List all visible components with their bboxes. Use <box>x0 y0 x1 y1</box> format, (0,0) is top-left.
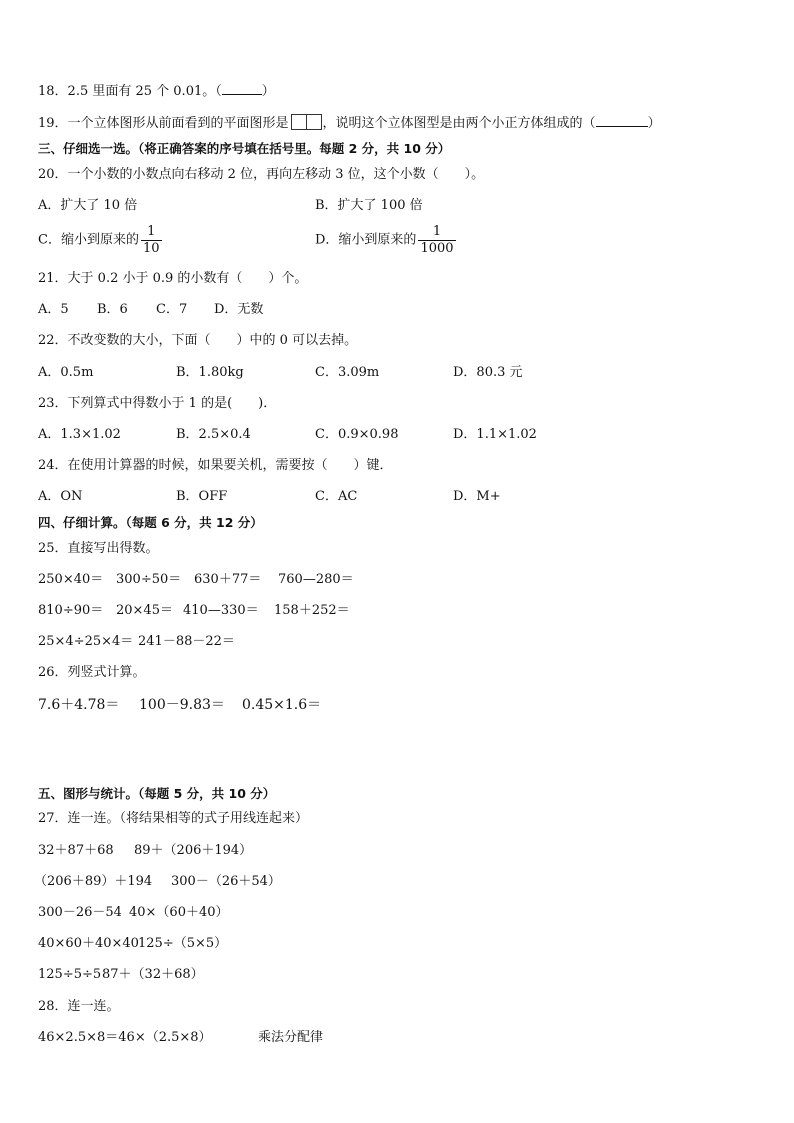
expression: 241－88－22＝ <box>138 634 235 649</box>
fraction-1-1000: $\frac{1}{1000}$ <box>420 224 454 256</box>
expression: 810÷90＝ <box>38 603 104 618</box>
q25-row-3 <box>38 633 235 651</box>
q26-items <box>38 696 321 714</box>
q27-row <box>38 842 252 860</box>
section-3-heading: 三、仔细选一选。（将正确答案的序号填在括号里。每题 2 分，共 10 分） <box>38 141 451 156</box>
q25-row-1 <box>38 571 354 589</box>
expression-left[interactable]: 125÷5÷5 <box>38 967 102 982</box>
fraction-1-10: $\frac{1}{10}$ <box>142 224 160 256</box>
q21-option-c[interactable]: C．7 <box>156 302 188 317</box>
q23-option-c[interactable]: C．0.9×0.98 <box>315 427 399 442</box>
q20-option-a[interactable]: A．扩大了 10 倍 <box>38 198 138 213</box>
q20-option-d[interactable]: D．缩小到原来的 $\frac{1}{1000}$ <box>315 224 454 256</box>
question-21-stem: 21．大于 0.2 小于 0.9 的小数有（ ）个。 <box>38 271 308 286</box>
q23-option-a[interactable]: A．1.3×1.02 <box>38 427 121 442</box>
question-26-stem: 26．列竖式计算。 <box>38 665 146 680</box>
expression-right[interactable]: 89＋（206＋194） <box>134 843 253 858</box>
question-19: 19．一个立体图形从前面看到的平面图形是 ，说明这个立体图型是由两个小正方体组成的（ ） <box>38 114 661 136</box>
expression-left[interactable]: 40×60＋40×40 <box>38 936 139 951</box>
q24-option-a[interactable]: A．ON <box>38 489 83 504</box>
q24-option-b[interactable]: B．OFF <box>176 489 228 504</box>
q27-row <box>34 873 281 891</box>
q24-option-c[interactable]: C．AC <box>315 489 358 504</box>
question-22-stem: 22．不改变数的大小，下面（ ）中的 0 可以去掉。 <box>38 333 358 348</box>
q27-row <box>38 966 204 984</box>
q27-row <box>38 904 229 922</box>
question-23-stem: 23．下列算式中得数小于 1 的是( )． <box>38 396 277 411</box>
expression: 630＋77＝ <box>194 572 262 587</box>
question-18: 18．2.5 里面有 25 个 0.01。（ ） <box>38 84 275 99</box>
question-28-stem: 28．连一连。 <box>38 999 120 1014</box>
question-27-stem: 27．连一连。（将结果相等的式子用线连起来） <box>38 811 309 826</box>
question-24-stem: 24．在使用计算器的时候，如果要关机，需要按（ ）键． <box>38 458 393 473</box>
expression-right[interactable]: 300－（26＋54） <box>171 874 281 889</box>
expression-right[interactable]: 125÷（5×5） <box>138 936 228 951</box>
q23-option-d[interactable]: D．1.1×1.02 <box>453 427 537 442</box>
expression-right[interactable]: 87＋（32＋68） <box>102 967 204 982</box>
q22-option-a[interactable]: A．0.5m <box>38 365 94 380</box>
answer-blank[interactable] <box>222 82 262 95</box>
q28-law-label[interactable]: 乘法分配律 <box>258 1030 324 1045</box>
expression-right[interactable]: 40×（60＋40） <box>129 905 229 920</box>
section-5-heading: 五、图形与统计。（每题 5 分，共 10 分） <box>38 786 276 801</box>
q22-option-b[interactable]: B．1.80kg <box>176 365 244 380</box>
question-20-stem: 20．一个小数的小数点向右移动 2 位，再向左移动 3 位，这个小数（ ）。 <box>38 167 485 182</box>
question-25-stem: 25．直接写出得数。 <box>38 541 159 556</box>
expression: 158＋252＝ <box>274 603 350 618</box>
expression-left[interactable]: 32＋87＋68 <box>38 843 114 858</box>
q22-option-c[interactable]: C．3.09m <box>315 365 380 380</box>
expression: 20×45＝ <box>116 603 173 618</box>
two-squares-figure <box>291 114 321 136</box>
expression: 300÷50＝ <box>116 572 182 587</box>
expression: 25×4÷25×4＝ <box>38 634 134 649</box>
q20-option-b[interactable]: B．扩大了 100 倍 <box>315 198 423 213</box>
expression: 250×40＝ <box>38 572 104 587</box>
q25-row-2 <box>38 602 350 620</box>
answer-blank[interactable] <box>596 114 648 127</box>
q22-option-d[interactable]: D．80.3 元 <box>453 365 523 380</box>
q24-option-d[interactable]: D．M+ <box>453 489 501 504</box>
section-4-heading: 四、仔细计算。（每题 6 分，共 12 分） <box>38 515 263 530</box>
expression: 410—330＝ <box>183 603 259 618</box>
expression: 7.6＋4.78＝ <box>38 697 120 713</box>
q28-expression[interactable]: 46×2.5×8＝46×（2.5×8） <box>38 1030 212 1045</box>
q23-option-b[interactable]: B．2.5×0.4 <box>176 427 251 442</box>
expression: 100－9.83＝ <box>139 697 225 713</box>
expression: 0.45×1.6＝ <box>242 697 322 713</box>
expression-left[interactable]: （206＋89）＋194 <box>34 874 153 889</box>
q27-row <box>38 935 227 953</box>
expression: 760—280＝ <box>278 572 354 587</box>
q21-option-b[interactable]: B．6 <box>97 302 128 317</box>
expression-left[interactable]: 300－26－54 <box>38 905 122 920</box>
q21-option-a[interactable]: A．5 <box>38 302 69 317</box>
q20-option-c[interactable]: C．缩小到原来的 $\frac{1}{10}$ <box>38 224 160 256</box>
q21-option-d[interactable]: D．无数 <box>214 302 264 317</box>
